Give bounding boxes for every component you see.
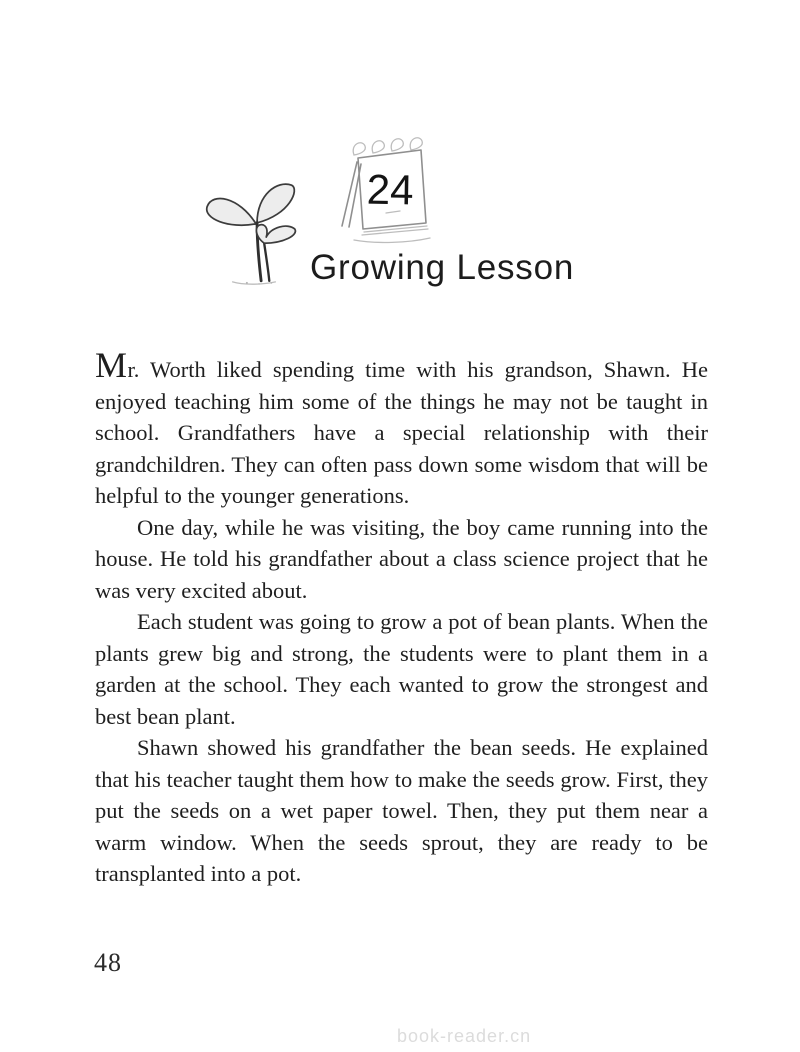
- calendar-day-number: 24: [366, 165, 414, 214]
- paragraph-2: One day, while he was visiting, the boy came running into the house. He told his grandfather about a class science project that he was very excited about.: [95, 514, 708, 603]
- paragraph-1: [95, 345, 708, 512]
- calendar-icon: [336, 136, 442, 248]
- watermark: book-reader.cn: [397, 1026, 532, 1046]
- dropcap-initial: M: [95, 345, 128, 385]
- sprout-icon: [198, 178, 310, 286]
- paragraph-4: Shawn showed his grandfather the bean seeds. He explained that his teacher taught them how to make the seeds grow. First, they put the seeds on a wet paper towel. Then, they put them near a warm window. When the seeds sprout, they are ready to be transplanted into a pot.: [95, 735, 708, 886]
- chapter-title: Growing Lesson: [310, 248, 575, 287]
- paragraph-1-text: r. Worth liked spending time with his grandson, Shawn. He enjoyed teaching him some of the things he may not be taught in school. Grandfathers have a special relationship with their grandchildren. They can often pass down some wisdom that will be helpful to the younger generations.: [95, 357, 708, 508]
- page-number: 48: [94, 948, 122, 977]
- paragraph-3: Each student was going to grow a pot of bean plants. When the plants grew big and strong, the students were to plant them in a garden at the school. They each wanted to grow the strongest and best bean plant.: [95, 609, 708, 729]
- story-text: [95, 345, 708, 890]
